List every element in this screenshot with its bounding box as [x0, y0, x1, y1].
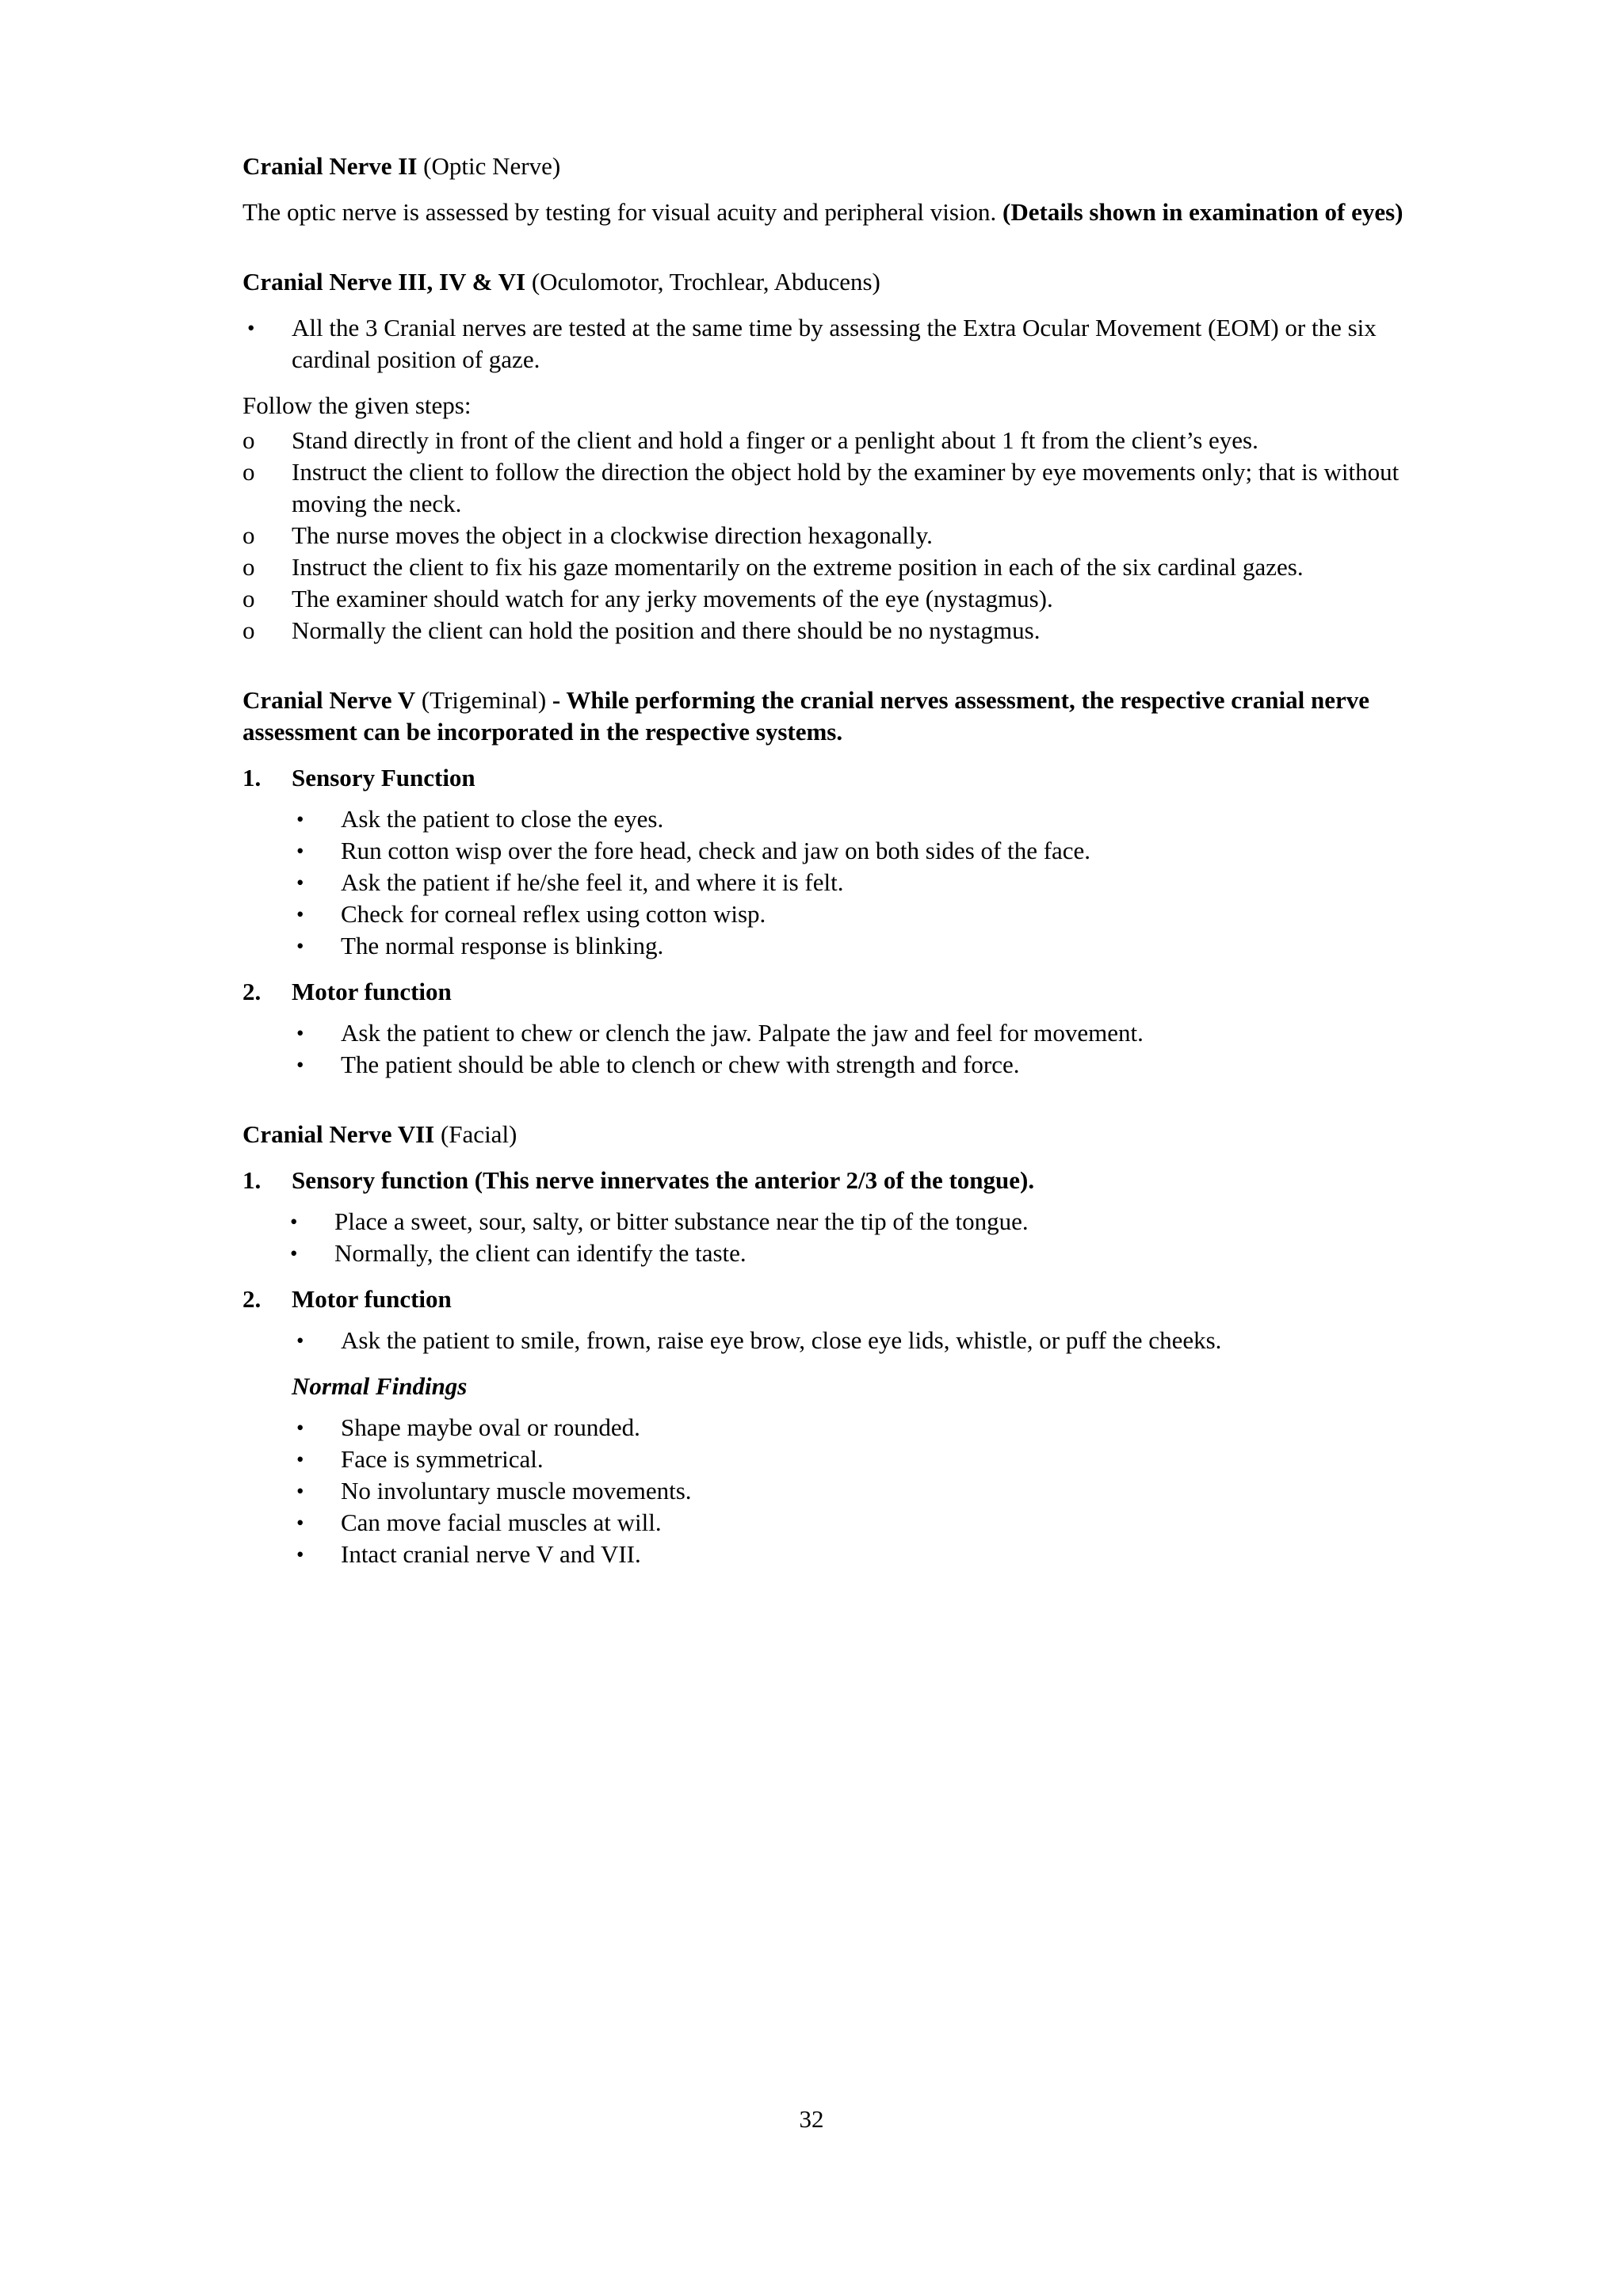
list-item: • The patient should be able to clench or chew with strength and force. [242, 1049, 1431, 1081]
bullet-icon: • [296, 1053, 304, 1077]
cn3-steps-list [242, 425, 1431, 646]
page-number: 32 [799, 2105, 824, 2133]
bullet-icon: • [296, 807, 304, 831]
cn7-motor-heading: 2. Motor function [242, 1285, 452, 1313]
list-item: • Shape maybe oval or rounded. [242, 1412, 1431, 1444]
cn3-steps-intro: Follow the given steps: [242, 391, 472, 419]
list-item: • Ask the patient to chew or clench the jaw. Palpate the jaw and feel for movement. [242, 1017, 1431, 1049]
cn7-sensory-heading: 1. Sensory function (This nerve innervates the anterior 2/3 of the tongue). [242, 1166, 1035, 1194]
cn5-sensory-list [242, 803, 1431, 962]
bullet-icon: • [296, 1543, 304, 1566]
cn2-heading: Cranial Nerve II (Optic Nerve) [242, 152, 561, 180]
list-item: • Run cotton wisp over the fore head, check and jaw on both sides of the face. [242, 835, 1431, 867]
cn7-motor-list [242, 1325, 1431, 1356]
cn7-heading: Cranial Nerve VII (Facial) [242, 1120, 517, 1148]
cn3-heading: Cranial Nerve III, IV & VI (Oculomotor, Trochlear, Abducens) [242, 268, 880, 296]
list-item: • Place a sweet, sour, salty, or bitter substance near the tip of the tongue. [242, 1206, 1431, 1238]
list-item: • Can move facial muscles at will. [242, 1507, 1431, 1539]
list-item: o Instruct the client to follow the direction the object hold by the examiner by eye movements only; that is without moving the neck. [242, 458, 1400, 517]
bullet-icon: • [296, 839, 304, 863]
normal-findings-heading: Normal Findings [292, 1372, 468, 1400]
bullet-icon: • [296, 934, 304, 958]
bullet-icon: • [247, 316, 255, 340]
circle-bullet-icon: o [242, 553, 255, 581]
bullet-icon: • [296, 902, 304, 926]
list-item: • Normally, the client can identify the taste. [242, 1238, 1431, 1269]
list-item: o Stand directly in front of the client and hold a finger or a penlight about 1 ft from the client’s eyes. [242, 425, 1431, 456]
normal-findings-list [242, 1412, 1431, 1570]
cn2-text: The optic nerve is assessed by testing for visual acuity and peripheral vision. (Details shown in examination of eyes) [242, 198, 1403, 226]
bullet-icon: • [296, 1021, 304, 1045]
circle-bullet-icon: o [242, 585, 255, 612]
cn3-bullet: • All the 3 Cranial nerves are tested at the same time by assessing the Extra Ocular Movement (EOM) or the six cardinal position of gaze. [247, 314, 1377, 373]
list-item: o The nurse moves the object in a clockwise direction hexagonally. [242, 520, 1431, 551]
list-item: • Face is symmetrical. [242, 1444, 1431, 1475]
bullet-icon: • [296, 1416, 304, 1440]
list-item: • Intact cranial nerve V and VII. [242, 1539, 1431, 1570]
document-page [242, 151, 1431, 1570]
bullet-icon: • [296, 1447, 304, 1471]
circle-bullet-icon: o [242, 616, 255, 644]
circle-bullet-icon: o [242, 426, 255, 454]
list-item: o Instruct the client to fix his gaze momentarily on the extreme position in each of the six cardinal gazes. [242, 551, 1431, 583]
bullet-icon: • [296, 871, 304, 894]
list-item: • The normal response is blinking. [242, 930, 1431, 962]
cn7-sensory-list [242, 1206, 1431, 1269]
list-item: • Check for corneal reflex using cotton wisp. [242, 898, 1431, 930]
cn5-sensory-heading: 1. Sensory Function [242, 764, 475, 791]
list-item: o Normally the client can hold the position and there should be no nystagmus. [242, 615, 1431, 646]
list-item: • Ask the patient if he/she feel it, and where it is felt. [242, 867, 1431, 898]
list-item: • No involuntary muscle movements. [242, 1475, 1431, 1507]
bullet-icon: • [296, 1479, 304, 1503]
cn5-motor-list [242, 1017, 1431, 1081]
list-item: • Ask the patient to smile, frown, raise eye brow, close eye lids, whistle, or puff the cheeks. [242, 1325, 1431, 1356]
list-item: o The examiner should watch for any jerky movements of the eye (nystagmus). [242, 583, 1431, 615]
bullet-icon: • [296, 1511, 304, 1535]
list-item: • Ask the patient to close the eyes. [242, 803, 1431, 835]
bullet-icon: • [296, 1329, 304, 1352]
bullet-icon: • [290, 1210, 298, 1234]
bullet-icon: • [290, 1241, 298, 1265]
cn5-motor-heading: 2. Motor function [242, 978, 452, 1005]
cn5-heading: Cranial Nerve V (Trigeminal) - While performing the cranial nerves assessment, the respective cranial nerve assessment can be incorporated in the respective systems. [242, 686, 1370, 746]
circle-bullet-icon: o [242, 458, 255, 486]
circle-bullet-icon: o [242, 521, 255, 549]
